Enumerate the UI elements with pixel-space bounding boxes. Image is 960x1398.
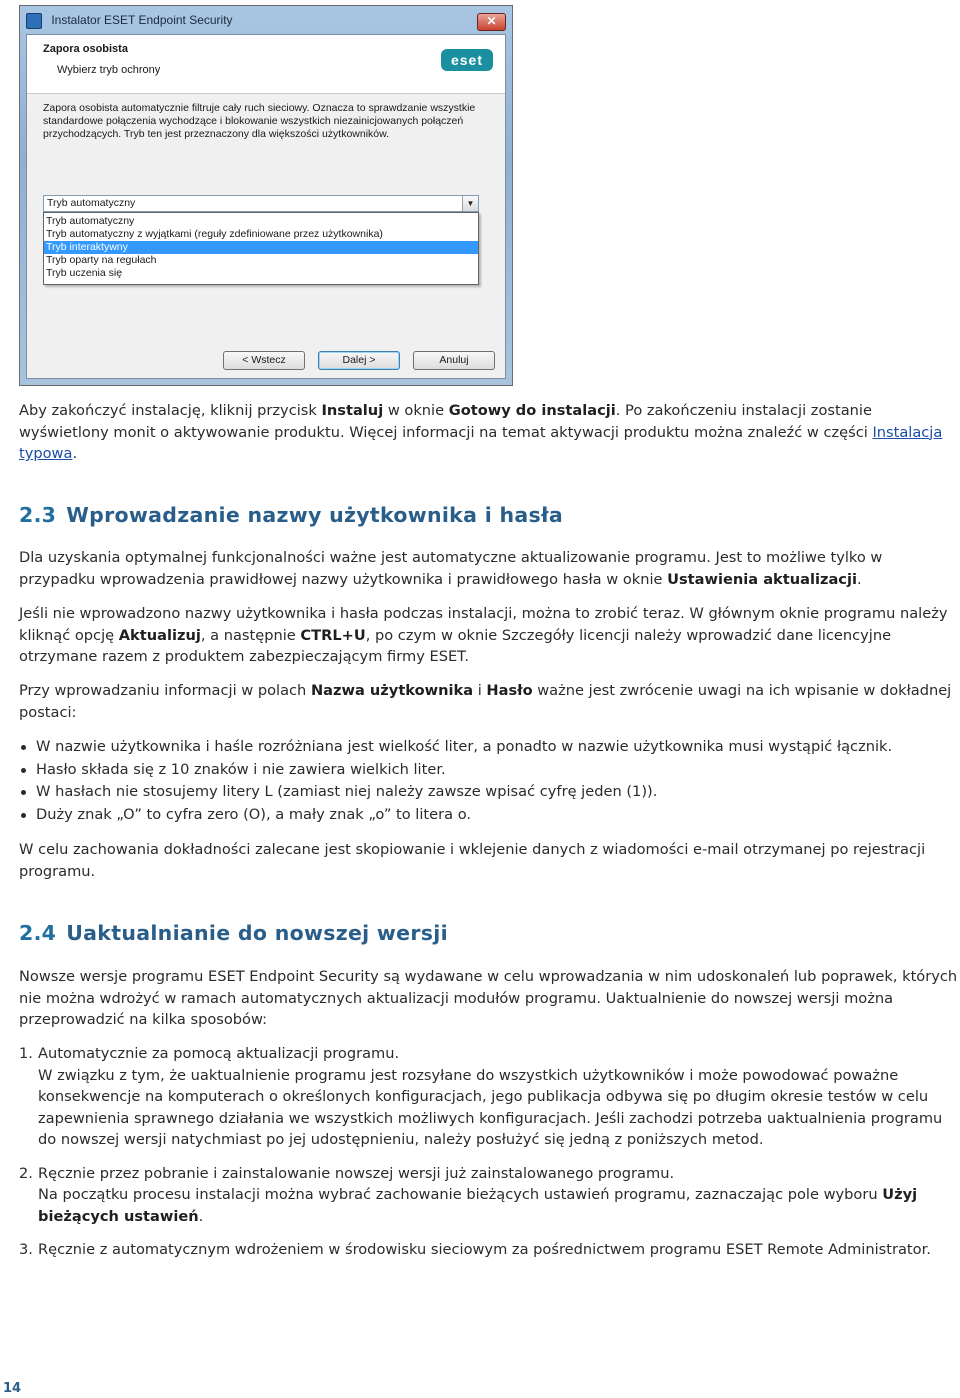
section-heading-2-3: [19, 503, 563, 527]
protection-mode-select[interactable]: [43, 195, 479, 212]
installer-body: [26, 34, 506, 379]
header-subtitle: Wybierz tryb ochrony: [57, 64, 161, 76]
option-rule-based[interactable]: Tryb oparty na regułach: [46, 254, 157, 266]
item-title: Automatycznie za pomocą aktualizacji programu.: [38, 1045, 400, 1062]
list-item: W hasłach nie stosujemy litery L (zamiast niej należy zawsze wpisać cyfrę jeden (1)).: [19, 781, 959, 804]
section-number: 2.3: [19, 503, 57, 527]
bold-update: Aktualizuj: [118, 626, 201, 644]
text: , a następnie: [200, 626, 301, 644]
item-number: 3.: [19, 1241, 33, 1258]
next-button[interactable]: Dalej >: [318, 351, 400, 370]
bold-ctrl-u: CTRL+U: [300, 626, 366, 644]
copy-paste-paragraph: W celu zachowania dokładności zalecane jest skopiowanie i wklejenie danych z wiadomości e-mail otrzymanej po rejestracji programu.: [19, 841, 926, 880]
list-item: Duży znak „O” to cyfra zero (O), a mały znak „o” to litera o.: [19, 804, 959, 827]
item-body: [38, 1184, 949, 1227]
window-title: Instalator ESET Endpoint Security: [51, 13, 233, 27]
upgrade-paragraph: Nowsze wersje programu ESET Endpoint Security są wydawane w celu wprowadzania w nim udoskonaleń lub poprawek, których nie można wdrożyć w ramach automatycznych aktualizacji modułów programu. Uaktualnienie do nowszej wersji można przeprowadzić na kilka sposobów:: [19, 968, 958, 1028]
firewall-description: Zapora osobista automatycznie filtruje cały ruch sieciowy. Oznacza to sprawdzanie wszystkie standardowe połączenia wychodzące i blokowanie wszystkich niezainicjowanych połączeń przychodzących. Tryb ten jest przeznaczony dla większości użytkowników.: [43, 102, 476, 140]
protection-mode-list[interactable]: [43, 212, 479, 285]
list-item: [19, 1163, 949, 1228]
window-titlebar: [26, 9, 506, 31]
upgrade-methods-list: [19, 1043, 949, 1261]
item-title: Ręcznie z automatycznym wdrożeniem w środowisku sieciowym za pośrednictwem programu ESET Remote Administrator.: [38, 1241, 931, 1258]
list-item: [19, 1239, 949, 1261]
credential-rules-list: [19, 736, 959, 826]
typical-install-link[interactable]: Instalacja typowa: [19, 423, 943, 462]
option-interactive[interactable]: Tryb interaktywny: [44, 241, 478, 254]
item-number: 2.: [19, 1164, 33, 1182]
list-item: [19, 1043, 949, 1151]
installer-app-icon: [26, 13, 42, 29]
protection-mode-value: Tryb automatyczny: [47, 197, 136, 209]
chevron-down-icon[interactable]: ▼: [462, 196, 478, 211]
text: , po czym w oknie Szczegóły licencji należy wprowadzić dane licencyjne otrzymane razem z produktem zabezpieczającym firmy ESET.: [19, 626, 892, 665]
item-body: W związku z tym, że uaktualnienie programu jest rozsyłane do wszystkich użytkowników i może powodować poważne konsekwencje na komputerach o określonych konfiguracjach, jego publikacja odbywa się po długim okresie testów w celu zapewnienia sprawnego działania we wszystkich możliwych konfiguracjach. Jeśli zachodzi potrzeba uaktualnienia programu do nowszej wersji natychmiast po jej udostępnieniu, należy posłużyć się jedną z poniższych metod.: [38, 1066, 943, 1148]
installer-window: [19, 5, 513, 386]
list-item: Hasło składa się z 10 znaków i nie zawiera wielkich liter.: [19, 759, 959, 782]
text: .: [856, 570, 862, 588]
text: .: [198, 1207, 204, 1225]
bold-ready-to-install: Gotowy do instalacji: [448, 402, 616, 419]
close-icon[interactable]: ✕: [477, 13, 506, 31]
item-number: 1.: [19, 1045, 33, 1062]
installer-header: [27, 35, 505, 94]
credentials-paragraph: [19, 603, 959, 668]
section-heading-2-4: [19, 921, 448, 945]
section-title: Uaktualnianie do nowszej wersji: [66, 921, 448, 945]
page-number: 14: [3, 1381, 22, 1396]
bold-username: Nazwa użytkownika: [310, 682, 474, 699]
text: Na początku procesu instalacji można wybrać zachowanie bieżących ustawień programu, zaznaczając pole wyboru: [38, 1186, 883, 1203]
bold-password: Hasło: [486, 682, 533, 699]
cancel-button[interactable]: Anuluj: [413, 351, 495, 370]
bold-update-settings: Ustawienia aktualizacji: [667, 570, 857, 588]
text: . Po zakończeniu instalacji zostanie wyświetlony monit o aktywowanie produktu. Więcej informacji na temat aktywacji produktu można znaleźć w części: [19, 402, 873, 441]
back-button[interactable]: < Wstecz: [223, 351, 305, 370]
text: Aby zakończyć instalację, kliknij przycisk: [19, 402, 322, 419]
list-item: W nazwie użytkownika i haśle rozróżniana jest wielkość liter, a ponadto w nazwie użytkownika musi wystąpić łącznik.: [19, 736, 959, 759]
section-number: 2.4: [19, 921, 57, 945]
item-title: Ręcznie przez pobranie i zainstalowanie nowszej wersji już zainstalowanego programu.: [38, 1164, 675, 1182]
text: ważne jest zwrócenie uwagi na ich wpisanie w dokładnej postaci:: [19, 682, 952, 721]
text: w oknie: [383, 402, 449, 419]
text: i: [473, 682, 487, 699]
header-title: Zapora osobista: [43, 43, 128, 55]
text: Przy wprowadzaniu informacji w polach: [19, 682, 311, 699]
install-finish-paragraph: [19, 400, 959, 465]
option-learning[interactable]: Tryb uczenia się: [46, 267, 123, 279]
option-automatic[interactable]: Tryb automatyczny: [46, 215, 135, 227]
section-title: Wprowadzanie nazwy użytkownika i hasła: [66, 503, 564, 527]
fields-paragraph: [19, 680, 959, 723]
bold-use-current-settings: Użyj bieżących ustawień: [38, 1186, 918, 1225]
text: .: [72, 445, 78, 462]
text: Jeśli nie wprowadzono nazwy użytkownika i hasła podczas instalacji, można to zrobić teraz. W głównym oknie programu należy kliknąć opcję: [19, 605, 948, 644]
option-automatic-exceptions[interactable]: Tryb automatyczny z wyjątkami (reguły zdefiniowane przez użytkownika): [46, 228, 383, 240]
update-paragraph: [19, 547, 959, 590]
eset-logo: eset: [441, 49, 493, 71]
text: Dla uzyskania optymalnej funkcjonalności ważne jest automatyczne aktualizowanie programu. Jest to możliwe tylko w przypadku wprowadzenia prawidłowej nazwy użytkownika i prawidłowego hasła w oknie: [19, 549, 883, 588]
bold-install: Instaluj: [321, 402, 384, 419]
